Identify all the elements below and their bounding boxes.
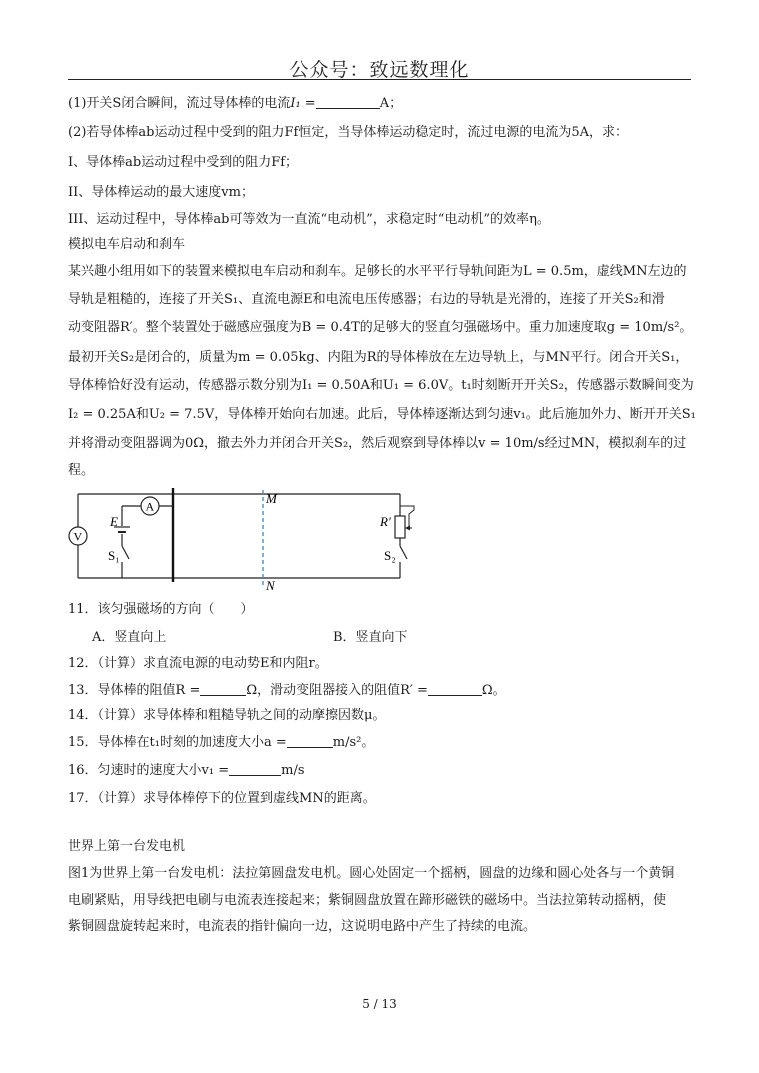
question-17: 17．（计算）求导体棒停下的位置到虚线MN的距离。 [68,791,376,806]
page-number: 5 / 13 [362,997,397,1011]
question-1 [68,96,402,112]
q13-post: Ω。 [481,683,506,698]
q13-pre: 13．导体棒的阻值R = [68,683,201,698]
switch2-label: S₂ [384,548,396,563]
question-2-i: I、导体棒ab运动过程中受到的阻力Ff； [68,155,299,170]
q13-mid: Ω，滑动变阻器接入的阻值R′ = [246,683,428,698]
circuit-svg [62,486,422,592]
ammeter-label: A [145,499,155,514]
q15-post: m/s²。 [332,735,375,750]
section2-para-0: 图1为世界上第一台发电机：法拉第圆盘发电机。圆心处固定一个摇柄，圆盘的边缘和圆心处各与一个黄铜 [68,866,675,881]
q1-var: I₁ = [290,96,316,111]
label-n: N [266,578,275,592]
rheostat-arrow [405,526,410,531]
section1-para-3: 最初开关S₂是闭合的，质量为m = 0.05kg、内阻为R的导体棒放在左边导轨上，与MN平行。闭合开关S₁， [68,350,689,365]
section1-para-6: 并将滑动变阻器调为0Ω，撤去外力并闭合开关S₂，然后观察到导体棒以v = 10m/s经过MN，模拟刹车的过 [68,436,687,451]
voltmeter-label: V [73,529,83,544]
q16-blank[interactable] [229,763,281,776]
q15-blank[interactable] [287,735,333,748]
q11-option-b[interactable]: B．竖直向下 [333,630,408,645]
question-2-ii: II、导体棒运动的最大速度vm； [68,185,254,200]
question-2-iii: III、运动过程中，导体棒ab可等效为一直流“电动机”，求稳定时“电动机”的效率η。 [68,212,550,227]
q16-post: m/s [281,763,305,778]
switch1-label: S₁ [108,548,120,563]
rheostat [395,516,405,538]
q15-pre: 15．导体棒在t₁时刻的加速度大小a = [68,735,287,750]
section1-para-7: 程。 [68,463,95,478]
header-rule [68,79,691,80]
question-13 [68,683,506,699]
switch1-gap [119,546,125,562]
circuit-diagram [62,486,422,596]
label-m: M [266,491,277,506]
q1-unit: A； [379,96,403,111]
question-14: 14．（计算）求导体棒和粗糙导轨之间的动摩擦因数μ。 [68,708,386,723]
q16-pre: 16．匀速时的速度大小v₁ = [68,763,230,778]
source-label: E [110,514,118,529]
question-12: 12．（计算）求直流电源的电动势E和内阻r。 [68,656,328,671]
q1-blank[interactable] [316,96,380,109]
question-16 [68,763,305,779]
section2-para-2: 紫铜圆盘旋转起来时，电流表的指针偏向一边，这说明电路中产生了持续的电流。 [68,919,537,934]
rheostat-label: R′ [380,514,391,529]
switch2-gap [397,546,403,562]
q13-blank-rprime[interactable] [428,683,482,696]
section1-para-2: 动变阻器R′。整个装置处于磁感应强度为B = 0.4T的足够大的竖直匀强磁场中。重力加速度取g = 10m/s²。 [68,320,693,335]
section1-para-1: 导轨是粗糙的，连接了开关S₁、直流电源E和电流电压传感器；右边的导轨是光滑的，连接了开关S₂和滑 [68,292,665,307]
q11-option-a[interactable]: A．竖直向上 [92,630,167,645]
section-title-brake: 模拟电车启动和刹车 [68,237,186,252]
section1-para-0: 某兴趣小组用如下的装置来模拟电车启动和刹车。足够长的水平平行导轨间距为L = 0.5m，虚线MN左边的 [68,264,687,279]
section-title-generator: 世界上第一台发电机 [68,839,186,854]
page-header: 公众号：致远数理化 [289,59,470,81]
section2-para-1: 电刷紧贴，用导线把电刷与电流表连接起来；紫铜圆盘放置在蹄形磁铁的磁场中。当法拉第转动摇柄，使 [68,893,667,908]
q13-blank-r[interactable] [200,683,246,696]
section1-para-5: I₂ = 0.25A和U₂ = 7.5V，导体棒开始向右加速。此后，导体棒逐渐达到匀速v₁。此后施加外力、断开开关S₁ [68,407,696,422]
section1-para-4: 导体棒恰好没有运动，传感器示数分别为I₁ = 0.50A和U₁ = 6.0V。t₁时刻断开开关S₂，传感器示数瞬间变为 [68,378,694,393]
question-15 [68,735,374,751]
q1-text: (1)开关S闭合瞬间，流过导体棒的电流 [68,96,291,111]
question-11: 11．该匀强磁场的方向（ ） [68,602,254,617]
question-2: (2)若导体棒ab运动过程中受到的阻力Ff恒定，当导体棒运动稳定时，流过电源的电流为5A，求： [68,125,628,140]
